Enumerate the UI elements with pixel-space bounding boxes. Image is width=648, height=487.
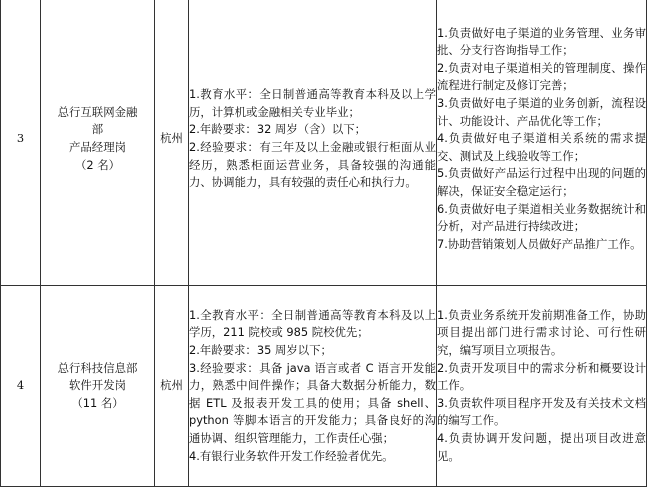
duty-item: 5.负责做好产品运行过程中出现的问题的解决，保证安全稳定运行； [437,166,646,198]
row-number: 3 [1,0,41,286]
duty-item: 2.负责开发项目中的需求分析和概要设计工作。 [437,360,646,393]
requirement-item: 1.全教育水平：全日制普通高等教育本科及以上学历，211 院校或 985 院校优先； [189,307,436,340]
title-line: 产品经理岗 [69,140,126,154]
title-line: 总行科技信息部 [57,360,138,375]
duties-cell [437,286,647,487]
position-title [41,0,155,286]
duty-item: 1.负责业务系统开发前期准备工作，协助项目提出部门进行需求讨论、可行性研究，编写项目立项报告。 [437,307,646,358]
duty-item: 3.负责软件项目程序开发及有关技术文档的编写工作。 [437,395,646,428]
requirements-cell [189,0,437,286]
requirement-item: 3.经验要求：具备 java 语言或者 C 语言开发能力，熟悉中间件操作；具备大数据分析能力，数据 ETL 及报表开发工具的使用；具备 shell、python 等脚本语言的开发能力；具备良好的沟通协调、组织管理能力，工作责任心强； [189,360,436,445]
duty-item: 7.协助营销策划人员做好产品推广工作。 [437,236,642,251]
duty-item: 6.负责做好电子渠道相关业务数据统计和分析，对产品进行持续改进； [437,201,646,234]
requirement-item: 2.年龄要求：35 周岁以下； [189,343,332,358]
table-row [1,0,647,286]
requirement-item: 2.年龄要求：32 周岁（含）以下； [189,122,367,137]
duty-item: 4.负责协调开发问题，提出项目改进意见。 [437,430,646,463]
duty-item: 1.负责做好电子渠道的业务管理、业务审批、分支行咨询指导工作； [437,25,646,58]
title-line: （2 名） [74,157,121,172]
requirement-item: 2.经验要求：有三年及以上金融或银行柜面从业经历，熟悉柜面运营业务，具备较强的沟通能力、协调能力，具有较强的责任心和执行力。 [189,140,436,190]
duty-item: 4.负责做好电子渠道相关系统的需求提交、测试及上线验收等工作； [437,131,646,163]
position-title [41,286,155,487]
duty-item: 2.负责对电子渠道相关的管理制度、操作流程进行制定及修订完善； [437,60,646,93]
requirement-item: 1.教育水平：全日制普通高等教育本科及以上学历，计算机或金融相关专业毕业； [189,87,436,119]
duty-item: 3.负责做好电子渠道的业务创新，流程设计、功能设计、产品优化等工作； [437,96,646,128]
title-line: （11 名） [71,395,124,410]
title-line: 软件开发岗 [69,378,126,393]
work-location: 杭州 [155,286,189,487]
title-line: 总行互联网金融 [57,104,138,119]
duties-cell [437,0,647,286]
table-row [1,286,647,487]
work-location: 杭州 [155,0,189,286]
requirement-item: 4.有银行业务软件开发工作经验者优先。 [189,448,394,463]
title-line: 部 [91,122,104,137]
requirements-cell [189,286,437,487]
row-number: 4 [1,286,41,487]
